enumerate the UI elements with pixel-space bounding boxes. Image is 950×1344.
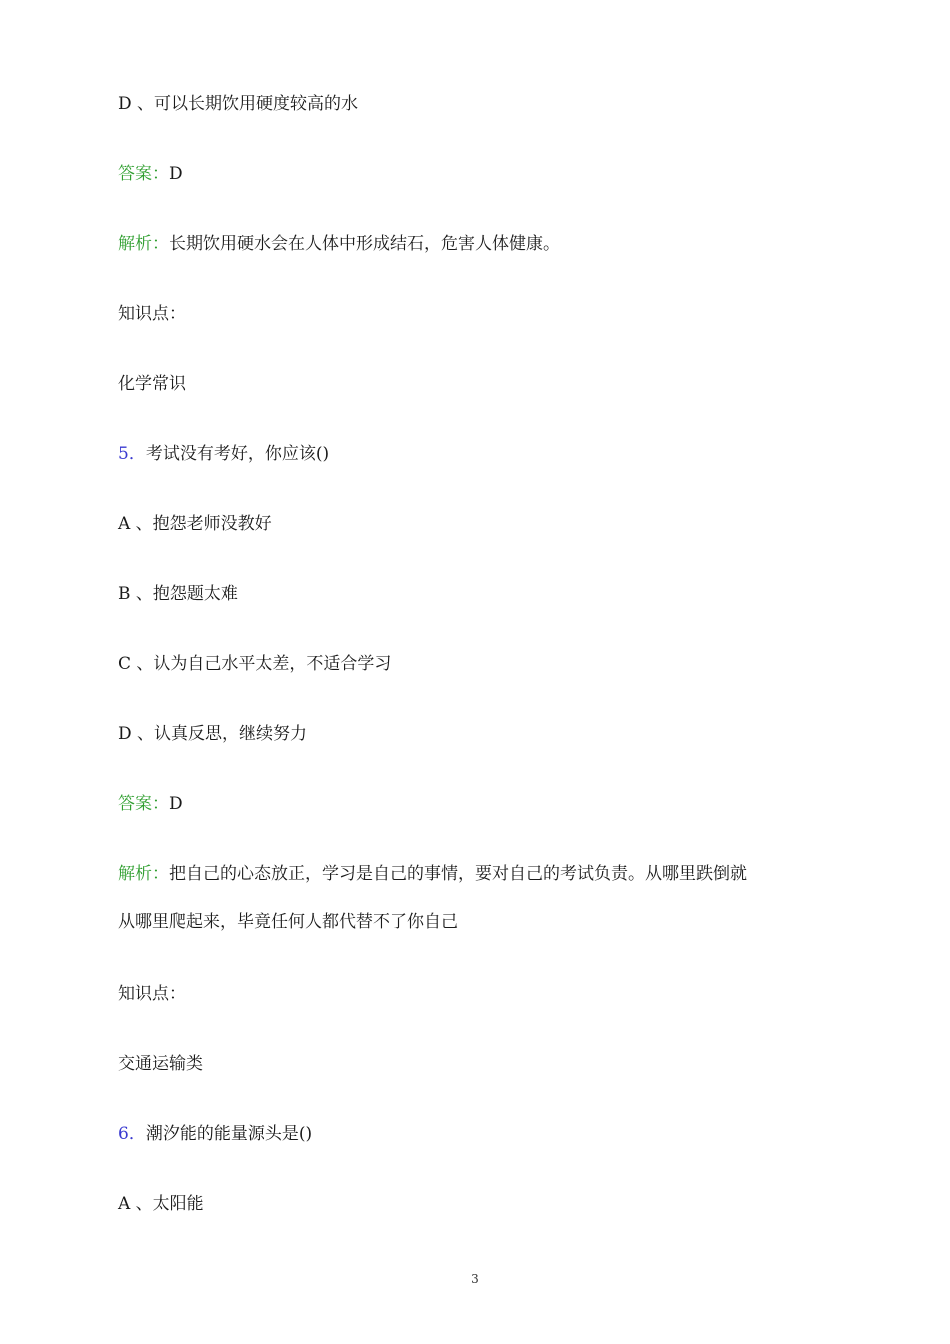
q6-option-a: A 、太阳能 [118, 1194, 204, 1214]
q5-option-d: D 、认真反思，继续努力 [118, 724, 308, 744]
question-text: 潮汐能的能量源头是() [145, 1124, 313, 1144]
answer-line-prev [118, 162, 183, 186]
question-number: 6． [118, 1124, 146, 1144]
q5-knowledge-value: 交通运输类 [118, 1054, 203, 1074]
q5-answer-line [118, 792, 183, 816]
question-number: 5． [118, 444, 146, 464]
question-5-stem [118, 442, 329, 466]
analysis-text: 把自己的心态放正，学习是自己的事情，要对自己的考试负责。从哪里跌倒就 [169, 864, 747, 884]
q5-option-b: B 、抱怨题太难 [118, 584, 238, 604]
answer-value: D [169, 164, 183, 184]
analysis-line-prev [118, 232, 560, 256]
answer-label: 答案： [118, 794, 169, 814]
q5-analysis-line-2: 从哪里爬起来，毕竟任何人都代替不了你自己 [118, 912, 458, 932]
q5-option-c: C 、认为自己水平太差，不适合学习 [118, 654, 392, 674]
page-number: 3 [471, 1272, 479, 1286]
analysis-text: 长期饮用硬水会在人体中形成结石，危害人体健康。 [169, 234, 560, 254]
analysis-label: 解析： [118, 864, 169, 884]
knowledge-label-prev: 知识点： [118, 304, 186, 324]
q5-knowledge-label: 知识点： [118, 984, 186, 1004]
q5-option-a: A 、抱怨老师没教好 [118, 514, 272, 534]
q5-analysis-line-1 [118, 862, 747, 886]
analysis-label: 解析： [118, 234, 169, 254]
knowledge-value-prev: 化学常识 [118, 374, 186, 394]
answer-label: 答案： [118, 164, 169, 184]
question-text: 考试没有考好，你应该() [145, 444, 330, 464]
option-d-prev: D 、可以长期饮用硬度较高的水 [118, 94, 359, 114]
question-6-stem [118, 1122, 312, 1146]
answer-value: D [169, 794, 183, 814]
